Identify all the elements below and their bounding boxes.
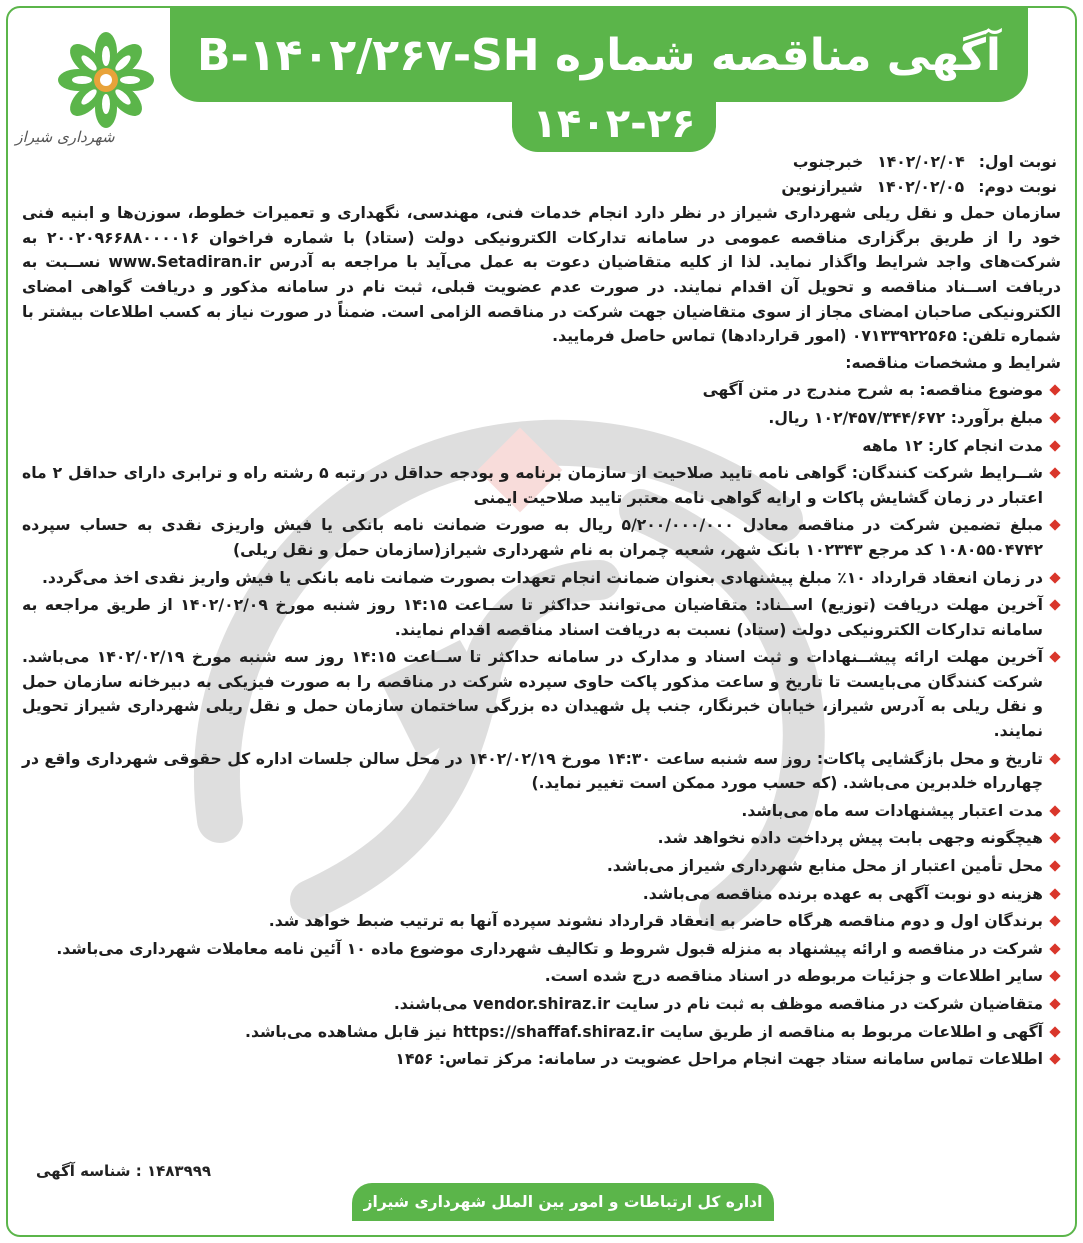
publication-label: نوبت دوم: [978,177,1057,196]
publication-date: ۱۴۰۲/۰۲/۰۴ [877,153,965,171]
publication-row [22,150,1057,175]
publication-paper: شیرازنوین [781,177,863,196]
condition-item: آگهی و اطلاعات مربوط به مناقصه از طریق سایت https://shaffaf.shiraz.ir نیز قابل مشاهده می‌باشد. [22,1020,1061,1045]
condition-item: محل تأمین اعتبار از محل منابع شهرداری شیراز می‌باشد. [22,854,1061,879]
condition-item: هزینه دو نوبت آگهی به عهده برنده مناقصه می‌باشد. [22,882,1061,907]
condition-item: شرکت در مناقصه و ارائه پیشنهاد به منزله قبول شروط و تکالیف شهرداری موضوع ماده ۱۰ آئین نامه معاملات شهرداری می‌باشد. [22,937,1061,962]
condition-item: سایر اطلاعات و جزئیات مربوطه در اسناد مناقصه درج شده است. [22,964,1061,989]
publication-label: نوبت اول: [978,153,1057,171]
condition-item: موضوع مناقصه: به شرح مندرج در متن آگهی [22,378,1061,403]
condition-item: برندگان اول و دوم مناقصه هرگاه حاضر به انعقاد قرارداد نشوند سپرده آنها به ترتیب ضبط خواهد شد. [22,909,1061,934]
page-title: آگهی مناقصه شماره B-۱۴۰۲/۲۶۷-SH [197,29,1001,81]
publication-date: ۱۴۰۲/۰۲/۰۵ [876,177,965,196]
condition-item: متقاضیان شرکت در مناقصه موظف به ثبت نام در سایت vendor.shiraz.ir می‌باشند. [22,992,1061,1017]
notice-body [22,150,1061,1072]
intro-paragraph: سازمان حمل و نقل ریلی شهرداری شیراز در نظر دارد انجام خدمات فنی، مهندسی، نگهداری و تعمیرات خطوط، سوزن‌ها و ابنیه فنی خود را از طریق برگزاری مناقصه عمومی در سامانه تدارکات الکترونیکی دولت (ستاد) با شماره فراخوان ۲۰۰۲۰۹۶۶۸۸۰۰۰۰۱۶ به شرکت‌های واجد شرایط واگذار نماید. لذا از کلیه متقاضیان دعوت به عمل می‌آید با مراجعه به آدرس www.Setadiran.ir نســبت به دریافت اســناد مناقصه و تحویل آن اقدام نمایند. در صورت عدم عضویت قبلی، ثبت نام در سامانه مذکور و دریافت گواهی امضای الکترونیکی صاحبان امضای مجاز از سوی متقاضیان جهت شرکت در مناقصه الزامی است. ضمناً در صورت نیاز به کسب اطلاعات بیشتر با شماره تلفن: ۰۷۱۳۳۹۲۲۵۶۵ (امور قراردادها) تماس حاصل فرمایید. [22,204,1061,346]
publication-list [22,150,1061,199]
condition-item: مدت انجام کار: ۱۲ ماهه [22,434,1061,459]
footer-banner [352,1183,774,1221]
condition-item: هیچگونه وجهی بابت پیش پرداخت داده نخواهد شد. [22,826,1061,851]
title-banner [170,8,1028,102]
title-number-banner [512,96,716,152]
condition-item: آخرین مهلت ارائه پیشــنهادات و ثبت اسناد و مدارک در سامانه حداکثر تا ســاعت ۱۴:۱۵ روز سه شنبه مورخ ۱۴۰۲/۰۲/۱۹ می‌باشد. شرکت کنندگان می‌بایست تا تاریخ و ساعت مذکور پاکت حاوی سپرده شرکت در مناقصه را به صورت فیزیکی به دبیرخانه سازمان حمل و نقل ریلی به آدرس شیراز، خیابان خبرنگار، جنب پل شهیدان ده بزرگی ساختمان سازمان حمل و نقل ریلی شهرداری شیراز تحویل نمایند. [22,645,1061,743]
condition-item: مبلغ برآورد: ۱۰۲/۴۵۷/۳۴۴/۶۷۲ ریال. [22,406,1061,431]
tender-number: ۱۴۰۲-۲۶ [532,101,696,147]
condition-item: تاریخ و محل بازگشایی پاکات: روز سه شنبه ساعت ۱۴:۳۰ مورخ ۱۴۰۲/۰۲/۱۹ در محل سالن جلسات اداره کل حقوقی شهرداری واقع در چهارراه خلدبرین می‌باشد. (که حسب مورد ممکن است تغییر نماید.) [22,747,1061,796]
publication-paper: خبرجنوب [792,153,864,171]
condition-item: اطلاعات تماس سامانه ستاد جهت انجام مراحل عضویت در سامانه: مرکز تماس: ۱۴۵۶ [22,1047,1061,1072]
conditions-heading: شرایط و مشخصات مناقصه: [845,353,1061,372]
condition-item: آخرین مهلت دریافت (توزیع) اســناد: متقاضیان می‌توانند حداکثر تا ســاعت ۱۴:۱۵ روز شنبه مورخ ۱۴۰۲/۰۲/۰۹ از طریق مراجعه به سامانه تدارکات الکترونیکی دولت (ستاد) نسبت به دریافت اسناد مناقصه اقدام نمایند. [22,593,1061,642]
publication-row [22,175,1057,200]
condition-item: مبلغ تضمین شرکت در مناقصه معادل ۵/۲۰۰/۰۰۰/۰۰۰ ریال به صورت ضمانت نامه بانکی یا فیش واریزی نقدی به حساب سپرده ۱۰۸۰۵۵۰۴۷۴۲ کد مرجع ۱۰۲۳۴۳ بانک شهر، شعبه چمران به نام شهرداری شیراز(سازمان حمل و نقل ریلی) [22,513,1061,562]
conditions-list [22,378,1061,1071]
footer-text: اداره کل ارتباطات و امور بین الملل شهرداری شیراز [363,1193,763,1211]
condition-item: شــرایط شرکت کنندگان: گواهی نامه تایید صلاحیت از سازمان برنامه و بودجه حداقل در رتبه ۵ رشته راه و ترابری دارای حداقل ۲ ماه اعتبار در زمان گشایش پاکات و ارایه گواهی نامه معتبر تایید صلاحیت ایمنی [22,461,1061,510]
ad-identifier: ۱۴۸۳۹۹۹ : شناسه آگهی [36,1162,212,1180]
condition-item: در زمان انعقاد قرارداد ۱۰٪ مبلغ پیشنهادی بعنوان ضمانت انجام تعهدات بصورت ضمانت نامه بانکی یا فیش واریز نقدی اخذ می‌گردد. [22,566,1061,591]
condition-item: مدت اعتبار پیشنهادات سه ماه می‌باشد. [22,799,1061,824]
logo-caption: شهرداری شیراز [15,128,115,146]
